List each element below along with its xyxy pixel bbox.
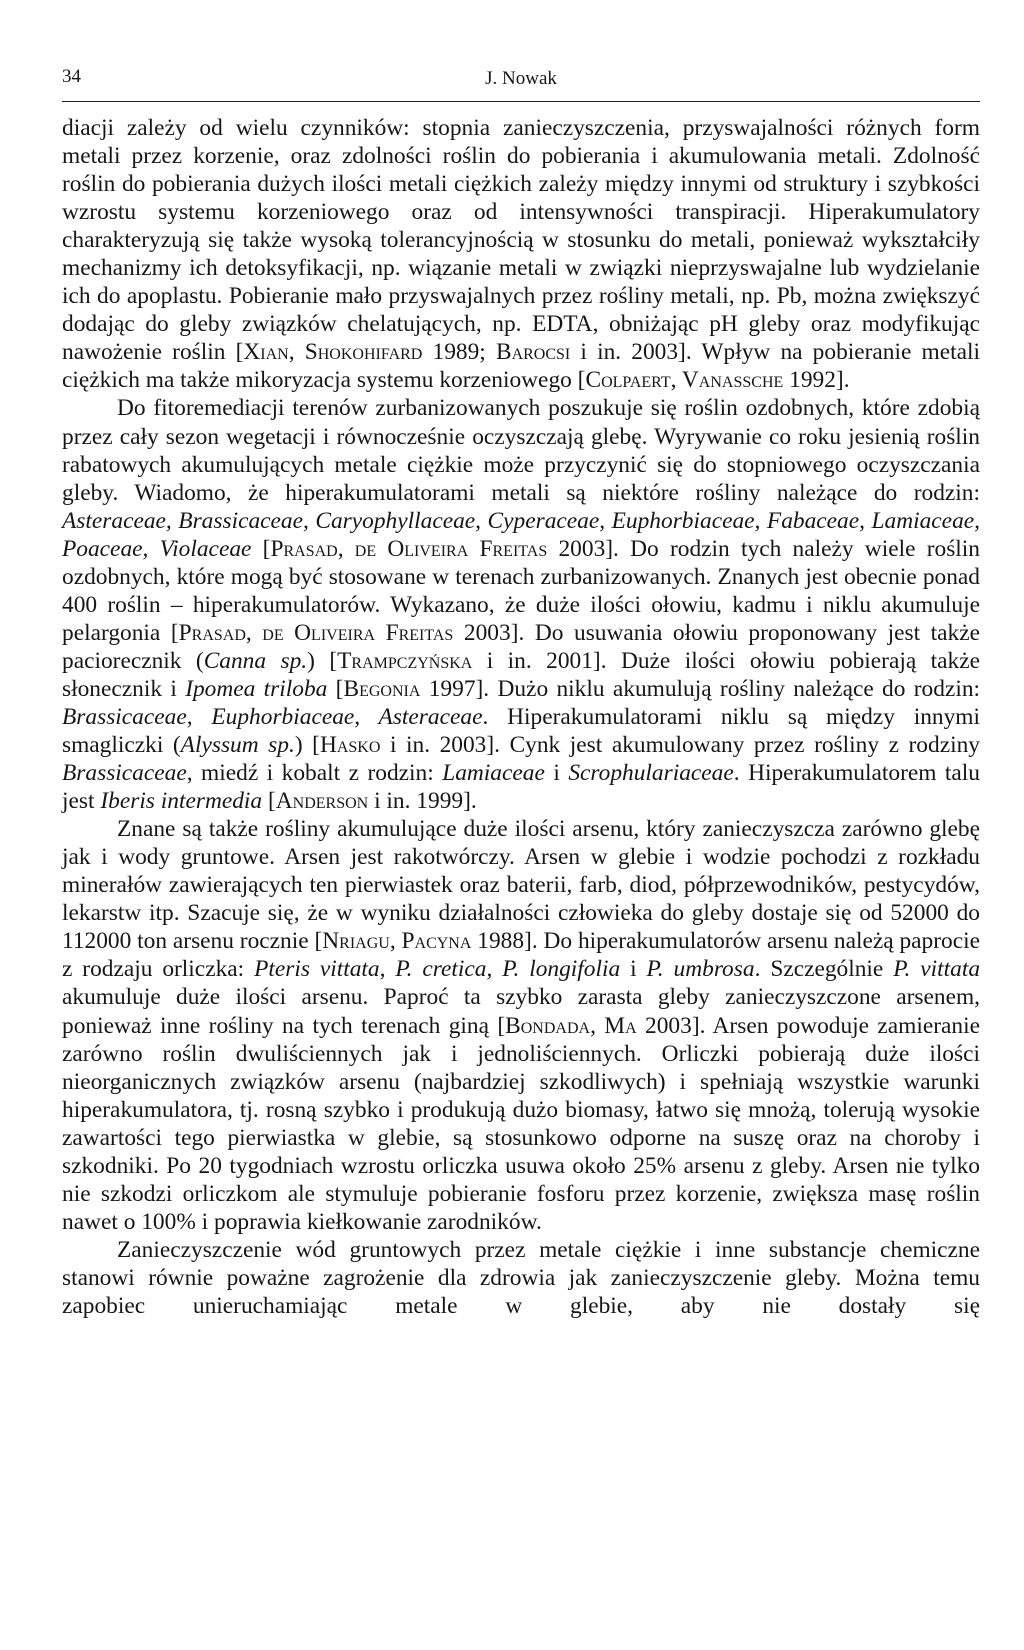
text-run: Zanieczyszczenie wód gruntowych przez metale ciężkie i inne substancje chemiczne stanowi równie poważne zagrożenie dla zdrowia jak zanieczyszczenie gleby. Można temu zapobiec unieruchamiając metale w glebie, aby nie dostały się — [62, 1236, 980, 1319]
text-run: [ — [327, 675, 344, 702]
text-run: 2003]. Do usuwania ołowiu proponowany jest także paciorecznik ( — [62, 619, 980, 674]
citation-author: Prasad, de Oliveira Freitas — [270, 535, 548, 562]
text-run: [ — [251, 535, 271, 562]
text-run: 1997]. Dużo niklu akumulują rośliny należące do rodzin: — [420, 675, 981, 702]
running-head — [62, 64, 980, 98]
taxon-name: Ipomea triloba — [185, 675, 328, 702]
taxon-name: P. umbrosa — [646, 956, 755, 983]
text-run: 1989; — [422, 339, 496, 366]
citation-author: Nriagu, Pacyna — [322, 928, 472, 955]
taxon-name: Asteraceae, Brassicaceae, Caryophyllaceae, Cyperaceae, Euphorbiaceae, Fabaceae, Lamiaceae, Poaceae, Violaceae — [62, 507, 980, 562]
text-run: i in. 2003]. Wpływ na pobieranie metali ciężkich ma także mikoryzacja systemu korzeniowego [ — [62, 339, 981, 394]
citation-author: Xian, Shokohifard — [243, 339, 423, 366]
taxon-name: P. vittata — [893, 956, 981, 983]
text-run: . Hiperakumulatorami niklu są między innymi smagliczki ( — [62, 703, 980, 759]
running-head-author: J. Nowak — [485, 68, 557, 89]
text-run: , miedź i kobalt z rodzin: — [186, 760, 443, 787]
text-run: i — [544, 760, 569, 787]
taxon-name: Iberis intermedia — [100, 788, 263, 815]
page-number: 34 — [62, 66, 81, 87]
text-run: i in. 1999]. — [368, 788, 477, 815]
taxon-name: Pteris vittata, P. cretica, P. longifolia — [254, 956, 621, 983]
text-run: 1992]. — [783, 367, 850, 394]
citation-author: Anderson — [275, 788, 369, 815]
paragraph-2 — [62, 394, 980, 815]
citation-author: Bondada, Ma — [505, 1012, 637, 1039]
taxon-name: Brassicaceae — [62, 760, 187, 787]
text-run: Znane są także rośliny akumulujące duże ilości arsenu, który zanieczyszcza zarówno glebę jak i wody gruntowe. Arsen jest rakotwórczy. Arsen w glebie i wodzie pochodzi z rozkładu minerałów zawierających ten pierwiastek oraz baterii, farb, diod, półprzewodników, pestycydów, lekarstw itp. Szacuje się, że w wyniku działalności człowieka do gleby dostaje się od 52000 do 112000 ton arsenu rocznie [ — [62, 816, 980, 955]
text-run: 1988]. Do hiperakumulatorów arsenu należą paprocie z rodzaju orliczka: — [62, 928, 980, 983]
text-run: 2003]. Arsen powoduje zamieranie zarówno roślin dwuliściennych jak i jednoliściennych. Orliczki pobierają duże ilości nieorganicznych związków arsenu (najbardziej szkodliwych) i spełniają wszystkie warunki hiperakumulatora, tj. rosną szybko i produkują dużo biomasy, łatwo się mnożą, tolerują wysokie zawartości tego pierwiastka w glebie, są stosunkowo odporne na suszę oraz na choroby i szkodniki. Po 20 tygodniach wzrostu orliczka usuwa około 25% arsenu z gleby. Arsen nie tylko nie szkodzi orliczkom ale stymuluje pobieranie fosforu przez korzenie, zwiększa masę roślin nawet o 100% i poprawia kiełkowanie zarodników. — [62, 1012, 980, 1235]
citation-author: Prasad, de Oliveira Freitas — [178, 619, 454, 646]
citation-author: Begonia — [343, 675, 421, 702]
text-run: ) [ — [294, 732, 320, 759]
paragraph-4 — [62, 1236, 980, 1320]
text-run: 2003]. Do rodzin tych należy wiele roślin ozdobnych, które mogą być stosowane w terenach zurbanizowanych. Znanych jest obecnie ponad 400 roślin – hiperakumulatorów. Wykazano, że duże ilości ołowiu, kadmu i niklu akumuluje pelargonia [ — [62, 535, 980, 646]
citation-author: Colpaert, Vanassche — [585, 367, 784, 394]
text-run: . Hiperakumulatorem talu jest — [62, 760, 980, 815]
taxon-name: Canna sp. — [203, 647, 308, 674]
text-run: . Szczególnie — [754, 956, 894, 983]
taxon-name: Lamiaceae — [442, 760, 545, 787]
taxon-name: Alyssum sp. — [180, 732, 295, 759]
paragraph-3 — [62, 815, 980, 1236]
citation-author: Trampczyńska — [337, 647, 473, 674]
paragraph-1 — [62, 114, 980, 394]
text-run: akumuluje duże ilości arsenu. Paproć ta szybko zarasta gleby zanieczyszczone arsenem, ponieważ inne rośliny na tych terenach giną [ — [62, 984, 980, 1039]
text-run: Do fitoremediacji terenów zurbanizowanych poszukuje się roślin ozdobnych, które zdobią przez cały sezon wegetacji i równocześnie oczyszczają glebę. Wyrywanie co roku jesienią roślin rabatowych akumulujących metale ciężkie może przyczynić się do stopniowego oczyszczania gleby. Wiadomo, że hiperakumulatorami metali są niektóre rośliny należące do rodzin: — [62, 395, 980, 506]
text-run: [ — [262, 788, 276, 815]
body-text — [62, 114, 980, 1320]
text-run: i — [620, 956, 647, 983]
citation-author: Barocsi — [495, 339, 571, 366]
text-run: i in. 2001]. Duże ilości ołowiu pobierają także słonecznik i — [62, 647, 980, 702]
header-rule — [62, 101, 980, 102]
text-run: diacji zależy od wielu czynników: stopnia zanieczyszczenia, przyswajalności różnych form metali przez korzenie, oraz zdolności roślin do pobierania i akumulowania metali. Zdolność roślin do pobierania dużych ilości metali ciężkich zależy między innymi od struktury i szybkości wzrostu systemu korzeniowego oraz od intensywności transpiracji. Hiperakumulatory charakteryzują się także wysoką tolerancyjnością w stosunku do metali, ponieważ wykształciły mechanizmy ich detoksyfikacji, np. wiązanie metali w związki nieprzyswajalne lub wydzielanie ich do apoplastu. Pobieranie mało przyswajalnych przez rośliny metali, np. Pb, można zwiększyć dodając do gleby związków chelatujących, np. EDTA, obniżając pH gleby oraz modyfikując nawożenie roślin [ — [62, 115, 980, 366]
taxon-name: Scrophulariaceae — [568, 760, 734, 787]
citation-author: Hasko — [319, 732, 381, 759]
text-run: i in. 2003]. Cynk jest akumulowany przez rośliny z rodziny — [380, 732, 980, 759]
taxon-name: Brassicaceae, Euphorbiaceae, Asteraceae — [62, 703, 483, 730]
text-run: ) [ — [307, 647, 338, 674]
